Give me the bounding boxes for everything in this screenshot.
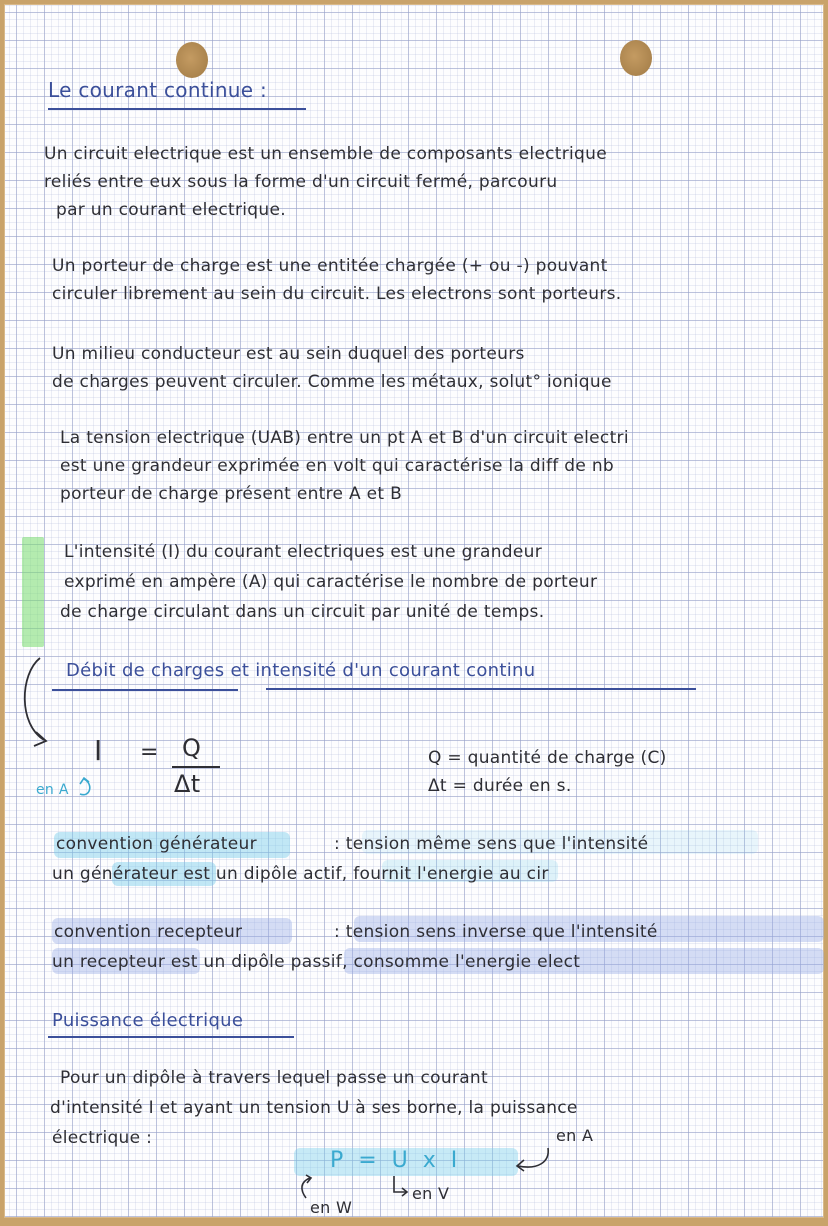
- unit-I-en-A: en A: [556, 1126, 594, 1145]
- formula-numerator: Q: [182, 734, 202, 762]
- paragraph-porteur-line-1: Un porteur de charge est une entitée chargée (+ ou -) pouvant: [52, 256, 608, 276]
- paragraph-porteur-line-2: circuler librement au sein du circuit. Les electrons sont porteurs.: [52, 284, 622, 304]
- green-margin-highlight: [22, 537, 44, 647]
- curved-arrow-icon: [14, 654, 54, 754]
- convention-generateur-label: convention générateur: [56, 834, 257, 854]
- arrow-to-P-icon: [298, 1172, 318, 1202]
- convention-recepteur-line-2: un recepteur est un dipôle passif, consomme l'energie elect: [52, 952, 581, 972]
- unit-P-en-W: en W: [310, 1198, 353, 1217]
- paragraph-milieu-line-2: de charges peuvent circuler. Comme les métaux, solut° ionique: [52, 372, 612, 392]
- paragraph-tension-line-3: porteur de charge présent entre A et B: [60, 484, 403, 504]
- formula-equals: =: [140, 740, 159, 765]
- notebook-page: [4, 4, 824, 1218]
- paragraph-circuit-line-3: par un courant electrique.: [56, 200, 286, 220]
- paragraph-milieu-line-1: Un milieu conducteur est au sein duquel des porteurs: [52, 344, 525, 364]
- unit-note-en-A: en A: [36, 782, 69, 798]
- convention-generateur-definition: : tension même sens que l'intensité: [334, 834, 649, 854]
- puissance-text-line-2: d'intensité I et ayant un tension U à ses borne, la puissance: [50, 1098, 578, 1118]
- debit-underline-left: [52, 689, 238, 691]
- page-title: Le courant continue :: [48, 78, 268, 102]
- legend-Q: Q = quantité de charge (C): [428, 748, 667, 768]
- power-formula: P = U x I: [330, 1148, 462, 1173]
- convention-recepteur-definition: : tension sens inverse que l'intensité: [334, 922, 658, 942]
- paragraph-intensite-line-3: de charge circulant dans un circuit par unité de temps.: [60, 602, 545, 622]
- unit-U-en-V: en V: [412, 1184, 450, 1203]
- paragraph-tension-line-1: La tension electrique (UAB) entre un pt A et B d'un circuit electri: [60, 428, 629, 448]
- formula-lhs-I: I: [94, 734, 103, 767]
- fraction-bar: [172, 766, 220, 768]
- section-heading-puissance: Puissance électrique: [52, 1010, 244, 1031]
- paragraph-tension-line-2: est une grandeur exprimée en volt qui caractérise la diff de nb: [60, 456, 615, 476]
- puissance-underline: [48, 1036, 294, 1038]
- binder-hole-right: [620, 40, 652, 76]
- debit-underline-right: [266, 688, 696, 690]
- puissance-text-line-3: électrique :: [52, 1128, 153, 1148]
- puissance-text-line-1: Pour un dipôle à travers lequel passe un courant: [60, 1068, 488, 1088]
- paragraph-circuit-line-1: Un circuit electrique est un ensemble de composants electrique: [44, 144, 607, 164]
- title-underline: [48, 108, 306, 110]
- paragraph-intensite-line-1: L'intensité (I) du courant electriques est une grandeur: [64, 542, 543, 562]
- arrow-to-I-icon: [508, 1144, 552, 1174]
- unit-arrow-icon: [76, 776, 96, 800]
- section-heading-debit: Débit de charges et intensité d'un courant continu: [66, 660, 536, 681]
- arrow-to-U-icon: [388, 1174, 412, 1202]
- paragraph-circuit-line-2: reliés entre eux sous la forme d'un circuit fermé, parcouru: [44, 172, 558, 192]
- formula-denominator: Δt: [174, 770, 201, 798]
- legend-delta-t: Δt = durée en s.: [428, 776, 572, 796]
- paragraph-intensite-line-2: exprimé en ampère (A) qui caractérise le nombre de porteur: [64, 572, 598, 592]
- convention-recepteur-label: convention recepteur: [54, 922, 243, 942]
- binder-hole-left: [176, 42, 208, 78]
- convention-generateur-line-2: un générateur est un dipôle actif, fournit l'energie au cir: [52, 864, 549, 884]
